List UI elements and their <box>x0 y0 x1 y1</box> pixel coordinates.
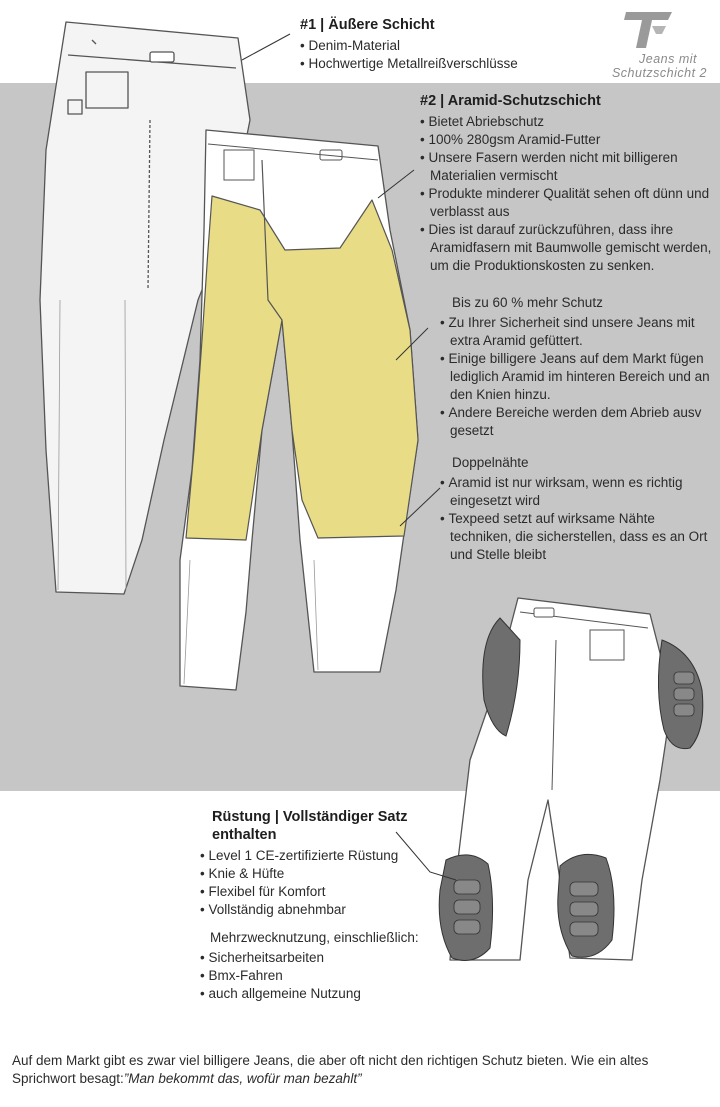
outer-layer-block <box>300 16 560 73</box>
more-protection-block <box>440 294 715 440</box>
more-protection-bullet: • Zu Ihrer Sicherheit sind unsere Jeans mit extra Aramid gefüttert. <box>440 314 715 350</box>
hip-pad-right <box>658 640 702 749</box>
footer-quote: ”Man bekommt das, wofür man bezahlt” <box>123 1071 362 1086</box>
double-seams-heading: Doppelnähte <box>452 455 529 470</box>
more-protection-bullet: • Andere Bereiche werden dem Abrieb ausv gesetzt <box>440 404 715 440</box>
brand-logo-icon <box>622 8 682 52</box>
multi-use-bullet: • auch allgemeine Nutzung <box>200 985 460 1003</box>
double-seams-block <box>440 454 710 564</box>
outer-layer-bullet: • Denim-Material <box>300 37 560 55</box>
knee-pad-right <box>558 854 614 957</box>
more-protection-bullet: • Einige billigere Jeans auf dem Markt fügen lediglich Aramid im hinteren Bereich und an den Knien hinzu. <box>440 350 715 404</box>
armor-bullet: • Flexibel für Komfort <box>200 883 460 901</box>
armor-title: Rüstung | Vollständiger Satz enthalten <box>212 809 408 843</box>
aramid-bullet: • Unsere Fasern werden nicht mit billigeren Materialien vermischt <box>420 149 715 185</box>
aramid-layer-jeans <box>180 130 418 690</box>
outer-layer-bullet: • Hochwertige Metallreißverschlüsse <box>300 55 560 73</box>
aramid-bullet: • 100% 280gsm Aramid-Futter <box>420 131 715 149</box>
outer-layer-title: #1 | Äußere Schicht <box>300 17 435 33</box>
armor-jeans <box>439 598 703 960</box>
logo-line-1: Jeans mit <box>639 52 697 66</box>
logo-line-2: Schutzschicht 2 <box>611 66 707 80</box>
footer-text: Auf dem Markt gibt es zwar viel billigere Jeans, die aber oft nicht den richtigen Schutz bieten. Wie ein altes Sprichwort besagt: <box>12 1053 649 1086</box>
double-seams-bullet: • Aramid ist nur wirksam, wenn es richtig eingesetzt wird <box>440 474 710 510</box>
armor-bullet: • Level 1 CE-zertifizierte Rüstung <box>200 847 460 865</box>
aramid-bullet: • Produkte minderer Qualität sehen oft dünn und verblasst aus <box>420 185 715 221</box>
brand-logo <box>560 8 715 78</box>
aramid-layer-block <box>420 92 715 275</box>
footer-note <box>12 1052 712 1088</box>
aramid-layer-title: #2 | Aramid-Schutzschicht <box>420 93 601 109</box>
armor-bullet: • Vollständig abnehmbar <box>200 901 460 919</box>
armor-block <box>200 808 460 1003</box>
multi-use-heading: Mehrzwecknutzung, einschließlich: <box>210 930 419 945</box>
multi-use-bullet: • Bmx-Fahren <box>200 967 460 985</box>
aramid-bullet: • Dies ist darauf zurückzuführen, dass ihre Aramidfasern mit Baumwolle gemischt werden, um die Produktionskosten zu senken. <box>420 221 715 275</box>
double-seams-bullet: • Texpeed setzt auf wirksame Nähte techniken, die sicherstellen, dass es an Ort und Stelle bleibt <box>440 510 710 564</box>
aramid-bullet: • Bietet Abriebschutz <box>420 113 715 131</box>
armor-bullet: • Knie & Hüfte <box>200 865 460 883</box>
more-protection-heading: Bis zu 60 % mehr Schutz <box>452 295 603 310</box>
multi-use-bullet: • Sicherheitsarbeiten <box>200 949 460 967</box>
